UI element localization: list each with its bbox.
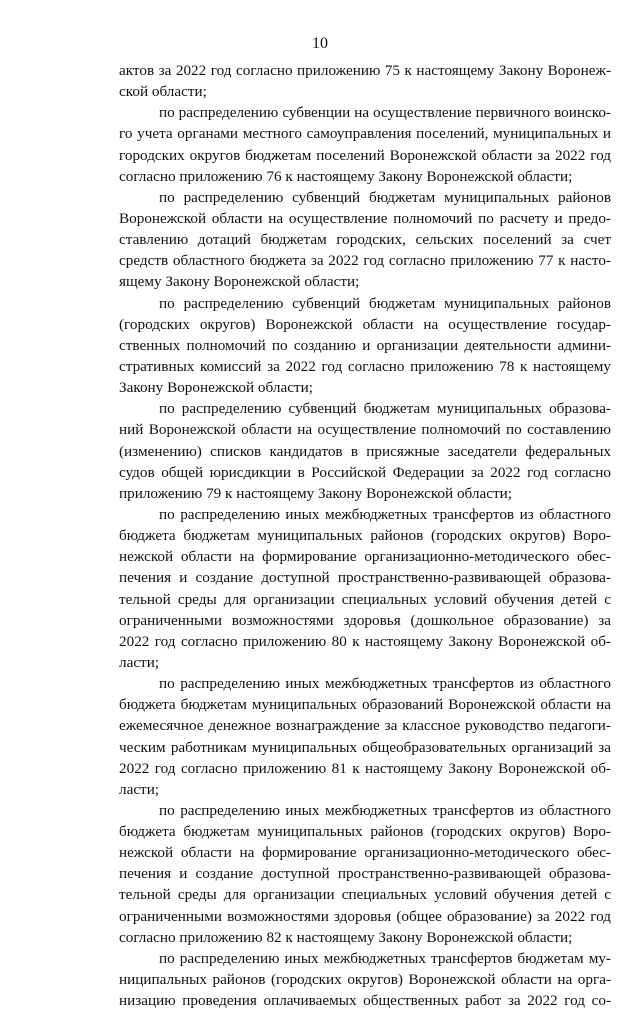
text-line: по распределению субвенций бюджетам муниципальных образова- — [159, 400, 611, 418]
page-number: 10 — [312, 35, 328, 52]
text-line: актов за 2022 год согласно приложению 75 к настоящему Закону Воронеж- — [119, 62, 611, 79]
text-line: согласно приложению 82 к настоящему Закону Воронежской области; — [119, 928, 573, 946]
text-line: средств областного бюджета за 2022 год согласно приложению 77 к насто- — [119, 252, 611, 270]
text-line: ежемесячное денежное вознаграждение за классное руководство педагоги- — [119, 717, 611, 735]
text-line: приложению 79 к настоящему Закону Воронежской области; — [119, 484, 512, 502]
text-line: ческим работникам муниципальных общеобразовательных организаций за — [119, 738, 611, 756]
text-line: ниципальных районов (городских округов) Воронежской области на орга- — [119, 971, 611, 989]
text-line: по распределению иных межбюджетных трансфертов из областного — [159, 505, 611, 523]
text-line: нежской области на формирование организационно-методического обес- — [119, 844, 611, 862]
text-line: 2022 год согласно приложению 81 к настоящему Закону Воронежской об- — [119, 759, 611, 777]
text-line: по распределению субвенции на осуществление первичного воинско- — [159, 104, 611, 122]
text-line: ской области; — [119, 83, 207, 101]
text-line: нежской области на формирование организационно-методического обес- — [119, 548, 611, 566]
text-line: печения и создание доступной пространственно-развивающей образова- — [119, 865, 611, 883]
text-line: согласно приложению 76 к настоящему Закону Воронежской области; — [119, 167, 573, 185]
text-line: 2022 год согласно приложению 80 к настоящему Закону Воронежской об- — [119, 632, 611, 650]
text-line: судов общей юрисдикции в Российской Федерации за 2022 год согласно — [119, 463, 611, 481]
text-line: Закону Воронежской области; — [119, 379, 313, 397]
text-line: тельной среды для организации специальных условий обучения детей с — [119, 886, 611, 904]
text-line: по распределению субвенций бюджетам муниципальных районов — [159, 188, 611, 206]
text-line: тельной среды для организации специальных условий обучения детей с — [119, 590, 611, 608]
text-line: ограниченными возможностями здоровья (дошкольное образование) за — [119, 611, 611, 629]
text-line: печения и создание доступной пространственно-развивающей образова- — [119, 569, 611, 587]
text-line: ний Воронежской области на осуществление полномочий по составлению — [119, 421, 611, 439]
text-line: по распределению иных межбюджетных трансфертов бюджетам му- — [159, 949, 611, 967]
text-line: низацию проведения оплачиваемых общественных работ за 2022 год со- — [119, 992, 611, 1010]
text-line: ограниченными возможностями здоровья (общее образование) за 2022 год — [119, 907, 611, 925]
text-line: бюджета бюджетам муниципальных районов (городских округов) Воро- — [119, 527, 611, 545]
text-line: (городских округов) Воронежской области на осуществление государ- — [119, 315, 611, 333]
text-line: стративных комиссий за 2022 год согласно приложению 78 к настоящему — [119, 357, 611, 375]
text-line: по распределению субвенций бюджетам муниципальных районов — [159, 294, 611, 312]
text-line: ласти; — [119, 780, 160, 798]
text-line: ящему Закону Воронежской области; — [119, 273, 360, 291]
text-line: бюджета бюджетам муниципальных образований Воронежской области на — [119, 696, 611, 714]
text-line: ласти; — [119, 653, 160, 671]
text-line: ставлению дотаций бюджетам городских, сельских поселений за счет — [119, 231, 611, 249]
text-line: по распределению иных межбюджетных трансфертов из областного — [159, 801, 611, 819]
text-line: бюджета бюджетам муниципальных районов (городских округов) Воро- — [119, 823, 611, 841]
text-line: (изменению) списков кандидатов в присяжные заседатели федеральных — [119, 442, 611, 460]
document-body — [119, 60, 611, 1011]
text-line: по распределению иных межбюджетных трансфертов из областного — [159, 675, 611, 693]
text-line: городских округов бюджетам поселений Воронежской области за 2022 год — [119, 146, 611, 164]
text-line: Воронежской области на осуществление полномочий по расчету и предо- — [119, 209, 611, 227]
text-line: го учета органами местного самоуправления поселений, муниципальных и — [119, 125, 611, 143]
text-line: ственных полномочий по созданию и организации деятельности админи- — [119, 336, 611, 354]
